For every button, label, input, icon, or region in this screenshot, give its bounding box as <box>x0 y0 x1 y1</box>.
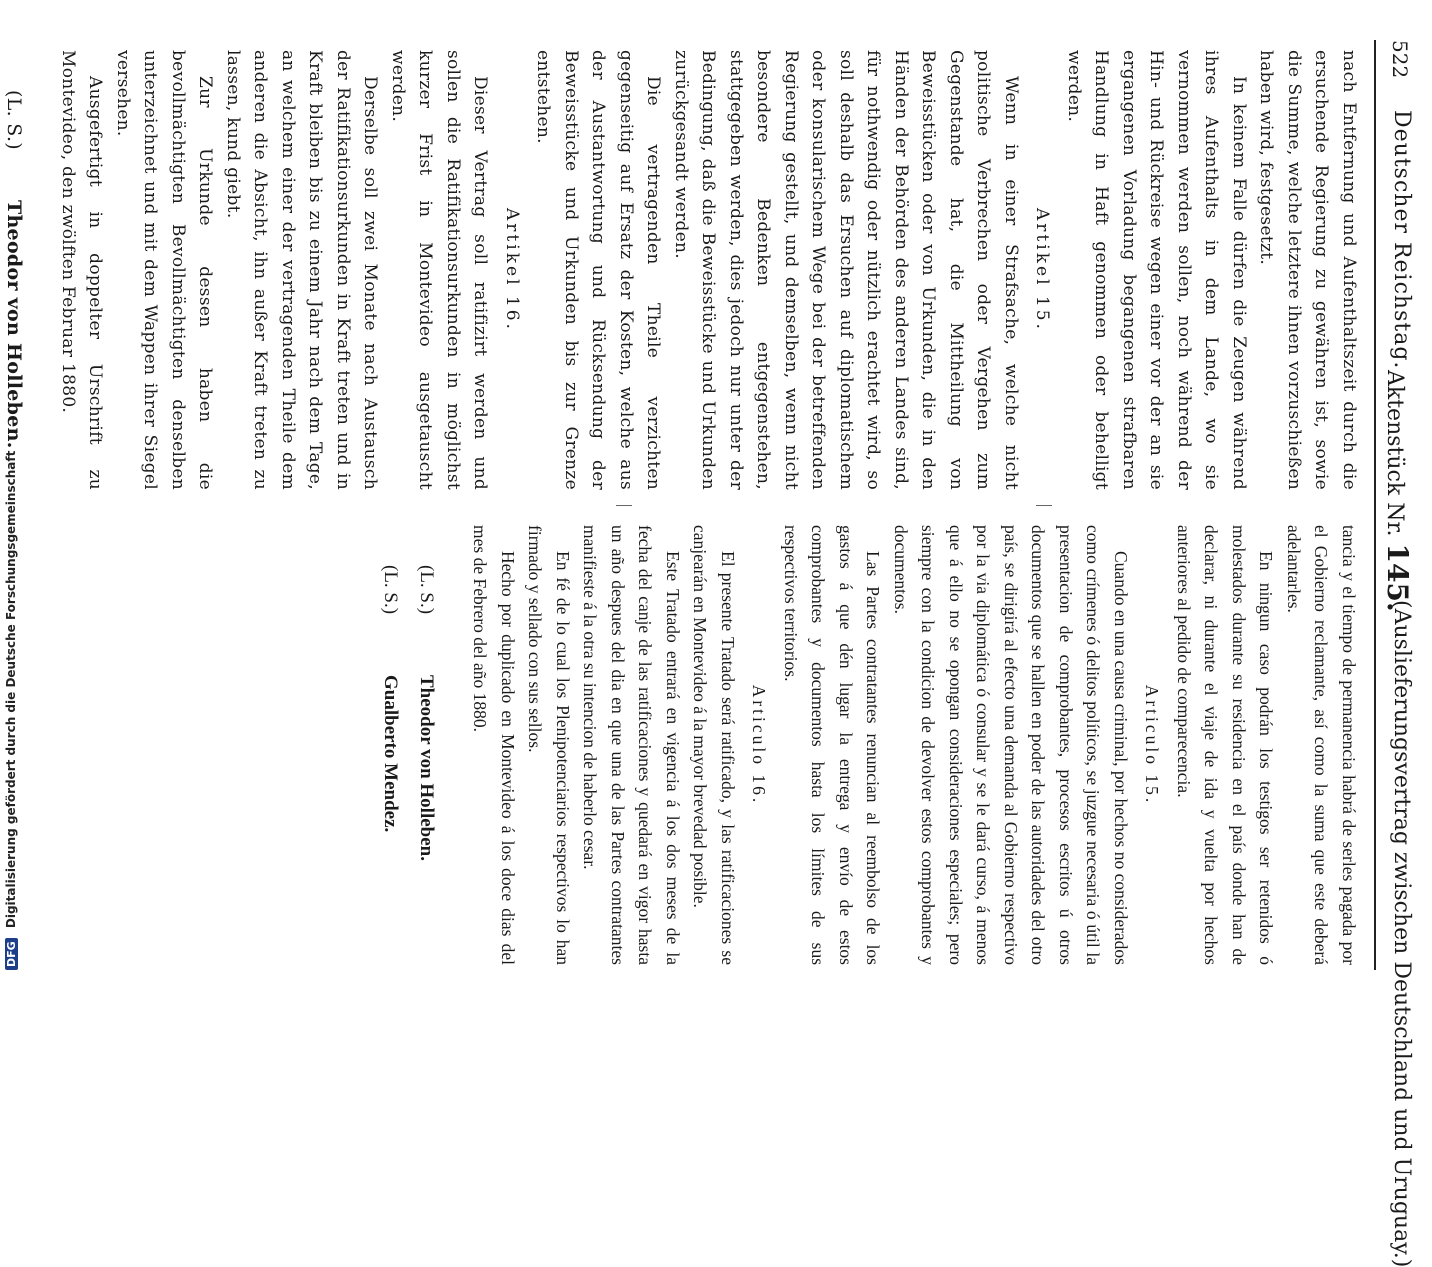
seal-mark: (L. S.) <box>416 565 437 615</box>
dfg-logo-icon: DFG <box>5 938 18 970</box>
spanish-signatures <box>370 565 440 965</box>
seal-mark: (L. S.) <box>380 565 401 615</box>
header-document-number <box>1381 370 1414 612</box>
signatory-name: Theodor von Holleben. <box>3 200 26 449</box>
german-paragraph: Die vertragenden Theile verzichten gegenseitig auf Ersatz der Kosten, welche aus der Austantwortung und Rücksendung der Beweisstücke und Urkunden bis zur Grenze entstehen. <box>533 50 664 490</box>
signatory-name: Gualberto Mendez. <box>380 675 401 833</box>
spanish-paragraph: Cuando en una causa criminal, por hechos no considerados como crímenes ó delitos políticos, se juzgue necesaria ó útil la presentacion de comprobantes, procesos escritos ú otros documentos que se hallen en poder de las autoridades del otro país, se dirigirá al efecto una demanda al Gobierno respectivo por la via diplomática ó consular y se le dará curso, á menos que á ello no se opongan consideraciones especiales; pero siempre con la condicion de devolver estos comprobantes y documentos. <box>891 525 1131 965</box>
signatory-name: Theodor von Holleben. <box>416 675 437 861</box>
spanish-paragraph: En ningun caso podrán los testigos ser retenidos ó molestados durante su residencia en el país donde han de declarar, ni durante el viaje de ida y vuelta por hechos anteriores al pedido de comparecencia. <box>1174 525 1277 965</box>
spanish-paragraph: Este Tratado entrará en vigencia á los dos meses de la fecha del canje de las ratificaciones y quedará en vigor hasta un año despues del dia en que una de las Partes contratantes manifieste á la otra su intencion de haberlo cesar. <box>580 525 683 965</box>
seal-mark: (L. S.) <box>3 90 26 150</box>
header-rule <box>1374 40 1376 970</box>
spanish-paragraph: En fé de lo cual los Plenipotenciarios respectivos lo han firmado y sellado con sus sellos. <box>525 525 573 965</box>
german-paragraph: nach Entfernung und Aufenthaltszeit durch die ersuchende Regierung zu gewähren ist, sowie die Summe, welche letztere ihnen vorzuschießen haben wird, festgesetzt. <box>1256 50 1359 490</box>
signature-line <box>406 565 440 965</box>
spanish-paragraph: Las Partes contratantes renuncian al reembolso de los gastos á que dén lugar la entrega y envío de estos comprobantes y documentos hasta los límites de sus respectivos territorios. <box>781 525 884 965</box>
spanish-paragraph: El presente Tratado será ratificado, y las ratificaciones se canjearán en Montevideo á la mayor brevedad posible. <box>690 525 738 965</box>
spanish-article-heading: Articulo 16. <box>749 684 770 806</box>
page-header <box>1376 40 1416 1267</box>
digitization-credit <box>4 0 24 1000</box>
german-article-heading: Artikel 15. <box>1032 208 1053 332</box>
german-paragraph: Wenn in einer Strafsache, welche nicht politische Verbrechen oder Vergehen zum Gegenstande hat, die Mittheilung von Beweisstücken oder von Urkunden, die in den Händen der Behörden des anderen Landes sind, für nothwendig oder nützlich erachtet wird, so soll deshalb das Ersuchen auf diplomatischem oder konsularischem Wege bei der betreffenden Regierung gestellt, und demselben, wenn nicht besondere Bedenken entgegenstehen, stattgegeben werden, dies jedoch nur unter der Bedingung, daß die Beweisstücke und Urkunden zurückgesandt werden. <box>671 50 1021 490</box>
german-paragraph: Derselbe soll zwei Monate nach Austausch der Ratifikationsurkunden in Kraft treten und in Kraft bleiben bis zu einem Jahr nach dem Tage, an welchem einer der vertragenden Theile dem anderen die Absicht, ihn außer Kraft treten zu lassen, kund giebt. <box>223 50 381 490</box>
header-left-title: Deutscher Reichstag. <box>1389 110 1414 370</box>
credit-text: Digitalisierung gefördert durch die Deutsche Forschungsgemeinschaft <box>4 450 18 929</box>
spanish-column <box>370 525 1362 965</box>
german-paragraph: Zur Urkunde dessen haben die bevollmächtigten Bevollmächtigten denselben unterzeichnet und mit dem Wappen ihrer Siegel versehen. <box>113 50 216 490</box>
german-paragraph: Dieser Vertrag soll ratifizirt werden und sollen die Ratifikationsurkunden in möglichst kurzer Frist in Montevideo ausgetauscht werden. <box>388 50 491 490</box>
spanish-paragraph: tancia y el tiempo de permanencia habrá de serles pagada por el Gobierno reclamante, así como la suma que este deberá adelantarles. <box>1284 525 1359 965</box>
header-prefix: Aktenstück Nr. <box>1382 370 1407 537</box>
page-number: 522 <box>1388 40 1412 79</box>
spanish-paragraph: Hecho por duplicado en Montevideo á los doce dias del mes de Febrero del año 1880. <box>470 525 518 965</box>
header-number: 145. <box>1381 543 1414 612</box>
spanish-article-heading: Articulo 15. <box>1142 684 1163 806</box>
signature-line <box>370 565 404 965</box>
column-separator-mark <box>616 505 632 506</box>
german-paragraph: Ausgefertigt in doppelter Urschrift zu Montevideo, den zwölften Februar 1880. <box>58 50 106 490</box>
german-article-heading: Artikel 16. <box>502 208 522 332</box>
german-column <box>0 50 1362 490</box>
column-separator-mark <box>1036 505 1052 506</box>
german-paragraph: In keinem Falle dürfen die Zeugen während ihres Aufenthalts in dem Lande, wo sie vernommen werden sollen, noch während der Hin- und Rückreise wegen einer vor der an sie ergangenen Vorladung begangenen strafbaren Handlung in Haft genommen oder behelligt werden. <box>1064 50 1249 490</box>
header-right-title: (Auslieferungsvertrag zwischen Deutschland und Uruguay.) <box>1389 600 1414 1267</box>
